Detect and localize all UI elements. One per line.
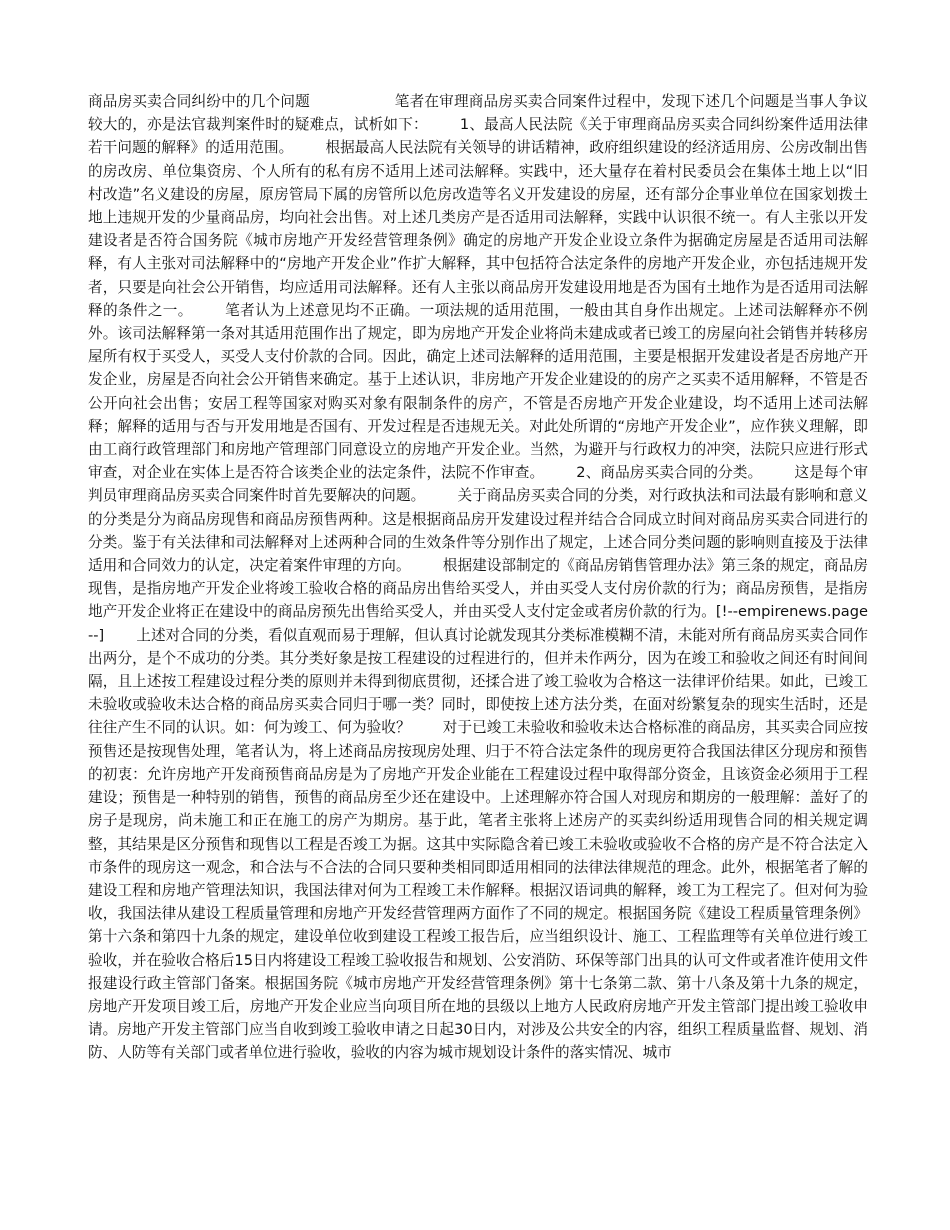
paragraph-1: 笔者在审理商品房买卖合同案件过程中，发现下述几个问题是当事人争议较大的，亦是法官裁判案件时的疑难点，试析如下：: [88, 93, 868, 134]
paragraph-7: 关于商品房买卖合同的分类，对行政执法和司法最有影响和意义的分类是分为商品房现售和商品房预售两种。这是根据商品房开发建设过程并结合合同成立时间对商品房买卖合同进行的分类。鉴于有关法律和司法解释对上述两种合同的生效条件等分别作出了规定，上述合同分类问题的影响则直接及于法律适用和合同效力的认定，决定着案件审理的方向。: [88, 487, 868, 575]
paragraph-3: 根据最高人民法院有关领导的讲话精神，政府组织建设的经济适用房、公房改制出售的房改房、单位集资房、个人所有的私有房不适用上述司法解释。实践中，还大量存在着村民委员会在集体土地上以“旧村改造”名义建设的房屋，原房管局下属的房管所以危房改造等名义开发建设的房屋，还有部分企事业单位在国家划拨土地上违规开发的少量商品房，均向社会出售。对上述几类房产是否适用司法解释，实践中认识很不统一。有人主张以开发建设者是否符合国务院《城市房地产开发经营管理条例》确定的房地产开发企业设立条件为据确定房屋是否适用司法解释，有人主张对司法解释中的“房地产开发企业”作扩大解释，其中包括符合法定条件的房地产开发企业，亦包括违规开发者，只要是向社会公开销售，均应适用司法解释。还有人主张以商品房开发建设用地是否为国有土地作为是否适用司法解释的条件之一。: [88, 139, 868, 319]
paragraph-2: 1、最高人民法院《关于审理商品房买卖合同纠纷案件适用法律若干问题的解释》的适用范围。: [88, 116, 868, 157]
paragraph-4: 笔者认为上述意见均不正确。一项法规的适用范围，一般由其自身作出规定。上述司法解释亦不例外。该司法解释第一条对其适用范围作出了规定，即为房地产开发企业将尚未建成或者已竣工的房屋向社会销售并转移房屋所有权于买受人，买受人支付价款的合同。因此，确定上述司法解释的适用范围，主要是根据开发建设者是否房地产开发企业，房屋是否向社会公开销售来确定。基于上述认识，非房地产开发企业建设的的房产之买卖不适用解释，不管是否公开向社会出售；安居工程等国家对购买对象有限制条件的房产，不管是否房地产开发企业建设，均不适用上述司法解释；解释的适用与否与开发用地是否国有、开发过程是否违规无关。对此处所谓的“房地产开发企业”，应作狭义理解，即由工商行政管理部门和房地产管理部门同意设立的房地产开发企业。当然，为避开与行政权力的冲突，法院只应进行形式审查，对企业在实体上是否符合该类企业的法定条件，法院不作审查。: [88, 301, 868, 482]
paragraph-10: 对于已竣工未验收和验收未达合格标准的商品房，其买卖合同应按预售还是按现售处理，笔者认为，将上述商品房按现房处理、归于不符合法定条件的现房更符合我国法律区分现房和预售的初衷：允许房地产开发商预售商品房是为了房地产开发企业能在工程建设过程中取得部分资金，且该资金必须用于工程建设；预售是一种特别的销售，预售的商品房至少还在建设中。上述理解亦符合国人对现房和期房的一般理解：盖好了的房子是现房，尚未施工和正在施工的房产为期房。基于此，笔者主张将上述房产的买卖纠纷适用现售合同的相关规定调整，其结果是区分预售和现售以工程是否竣工为据。这其中实际隐含着已竣工未验收或验收不合格的房产是不符合法定入市条件的现房这一观念，和合法与不合法的合同只要种类相同即适用相同的法律法律规范的理念。此外，根据笔者了解的建设工程和房地产管理法知识，我国法律对何为工程竣工未作解释。根据汉语词典的解释，竣工为工程完了。但对何为验收，我国法律从建设工程质量管理和房地产开发经营管理两方面作了不同的规定。根据国务院《建设工程质量管理条例》第十六条和第四十九条的规定，建设单位收到建设工程竣工报告后，应当组织设计、施工、工程监理等有关单位进行竣工验收，并在验收合格后15日内将建设工程竣工验收报告和规划、公安消防、环保等部门出具的认可文件或者准许使用文件报建设行政主管部门备案。根据国务院《城市房地产开发经营管理条例》第十七条第二款、第十八条及第十九条的规定，房地产开发项目竣工后，房地产开发企业应当向项目所在地的县级以上地方人民政府房地产开发主管部门提出竣工验收申请。房地产开发主管部门应当自收到竣工验收申请之日起30日内，对涉及公共安全的内容，组织工程质量监督、规划、消防、人防等有关部门或者单位进行验收，验收的内容为城市规划设计条件的落实情况、城市: [88, 719, 868, 1062]
document-body: [88, 90, 868, 1065]
paragraph-6: 这是每个审判员审理商品房买卖合同案件时首先要解决的问题。: [88, 464, 868, 505]
paragraph-8: 根据建设部制定的《商品房销售管理办法》第三条的规定，商品房现售，是指房地产开发企业将竣工验收合格的商品房出售给买受人，并由买受人支付房价款的行为；商品房预售，是指房地产开发企业将正在建设中的商品房预先出售给买受人，并由买受人支付定金或者房价款的行为。[!--empirenews.page--]: [88, 557, 868, 644]
paragraph-9: 上述对合同的分类，看似直观而易于理解，但认真讨论就发现其分类标准模糊不清，未能对所有商品房买卖合同作出两分，是个不成功的分类。其分类好象是按工程建设的过程进行的，但并未作两分，因为在竣工和验收之间还有时间间隔，且上述按工程建设过程分类的原则并未得到彻底贯彻，还揉合进了竣工验收为合格这一法律评价结果。如此，已竣工未验收或验收未达合格的商品房买卖合同归于哪一类？同时，即使按上述方法分类，在面对纷繁复杂的现实生活时，还是往往产生不同的认识。如：何为竣工、何为验收？: [88, 626, 868, 737]
paragraph-5: 2、商品房买卖合同的分类。: [576, 464, 763, 482]
document-title: 商品房买卖合同纠纷中的几个问题: [88, 93, 310, 110]
